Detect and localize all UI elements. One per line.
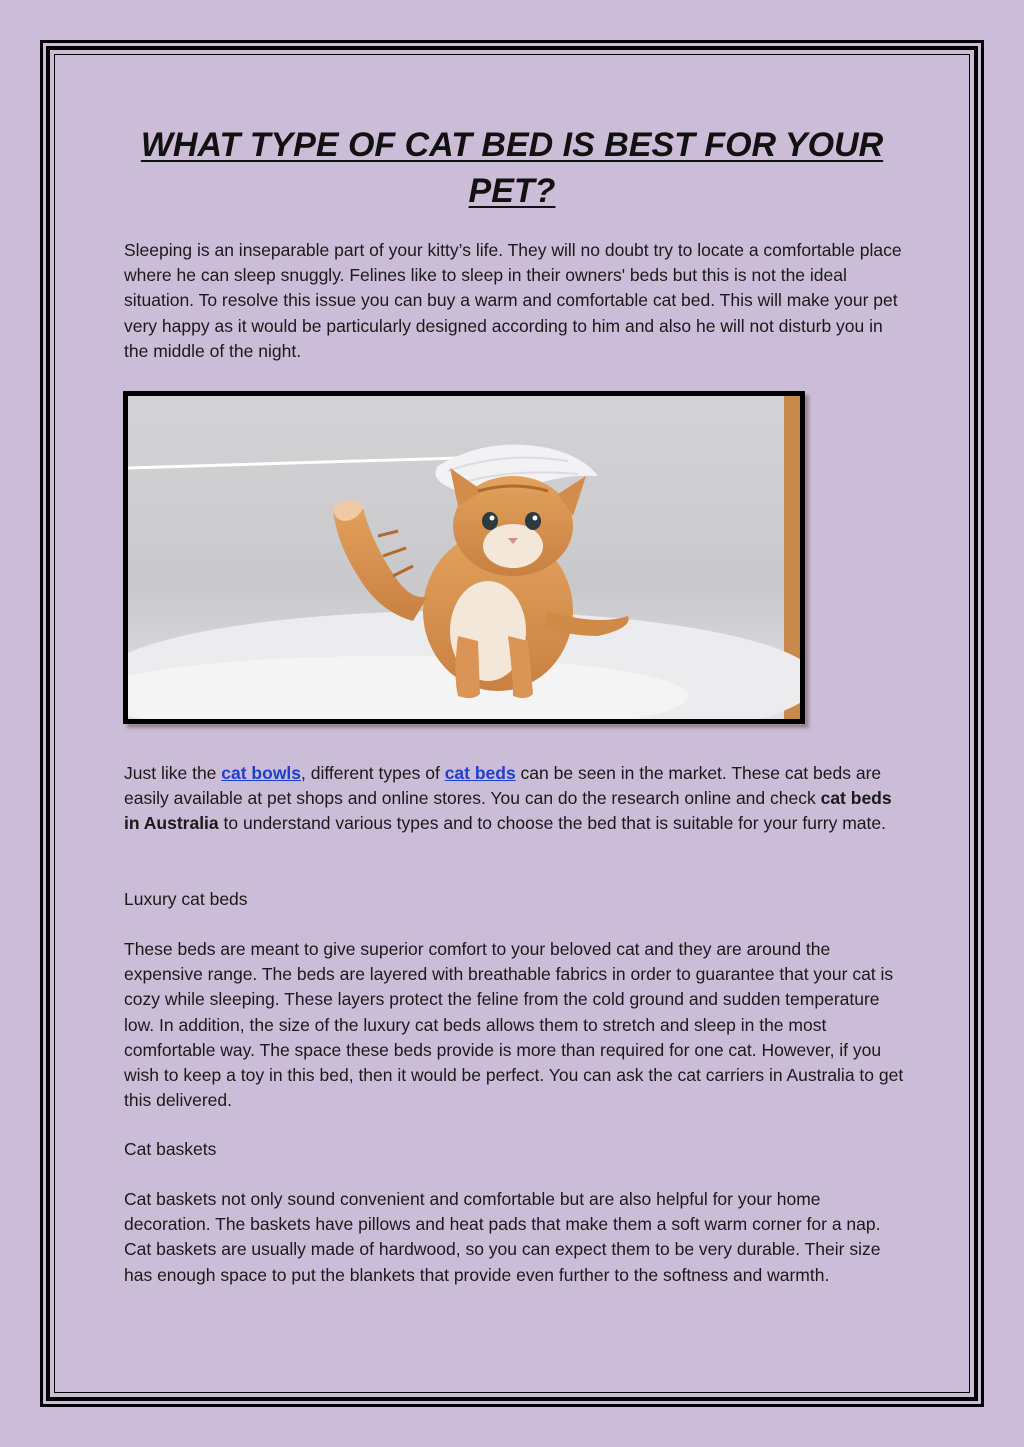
text-segment: to understand various types and to choose the bed that is suitable for your furry mate. [218, 813, 886, 834]
types-paragraph [124, 761, 910, 837]
bold-keyword: cat beds in Australia [124, 788, 892, 834]
cat-bowls-link[interactable]: cat bowls [221, 763, 302, 783]
text-segment: can be seen in the market. These cat beds are easily available at pet shops and online stores. You can do the research online and check [124, 763, 882, 809]
kitten-illustration [128, 396, 800, 719]
baskets-paragraph: Cat baskets not only sound convenient and comfortable but are also helpful for your home decoration. The baskets have pillows and heat pads that make them a soft warm corner for a nap. Cat baskets are usually made of hardwood, so you can expect them to be very durable. Their size has enough space to put the blankets that provide even further to the softness and warmth. [124, 1189, 881, 1285]
text-segment: Just like the [124, 763, 222, 783]
page-title: WHAT TYPE OF CAT BED IS BEST FOR YOUR PET? [140, 126, 884, 210]
luxury-paragraph: These beds are meant to give superior comfort to your beloved cat and they are around the expensive range. The beds are layered with breathable fabrics in order to guarantee that your cat is cozy while sleeping. These layers protect the feline from the cold ground and sudden temperature low. In addition, the size of the luxury cat beds allows them to stretch and sleep in the most comfortable way. The space these beds provide is more than required for one cat. However, if you wish to keep a toy in this bed, then it would be perfect. You can ask the cat carriers in Australia to get this delivered. [124, 939, 904, 1111]
intro-paragraph: Sleeping is an inseparable part of your kitty’s life. They will no doubt try to locate a comfortable place where he can sleep snuggly. Felines like to sleep in their owners' beds but this is not the ideal situation. To resolve this issue you can buy a warm and comfortable cat bed. This will make your pet very happy as it would be particularly designed according to him and also he will not disturb you in the middle of the night. [124, 240, 902, 361]
section-heading-baskets: Cat baskets [124, 1139, 217, 1159]
cat-beds-link[interactable]: cat beds [444, 763, 516, 783]
text-segment: , different types of [301, 763, 445, 783]
section-heading-luxury: Luxury cat beds [124, 889, 248, 909]
kitten-photo [123, 391, 805, 724]
